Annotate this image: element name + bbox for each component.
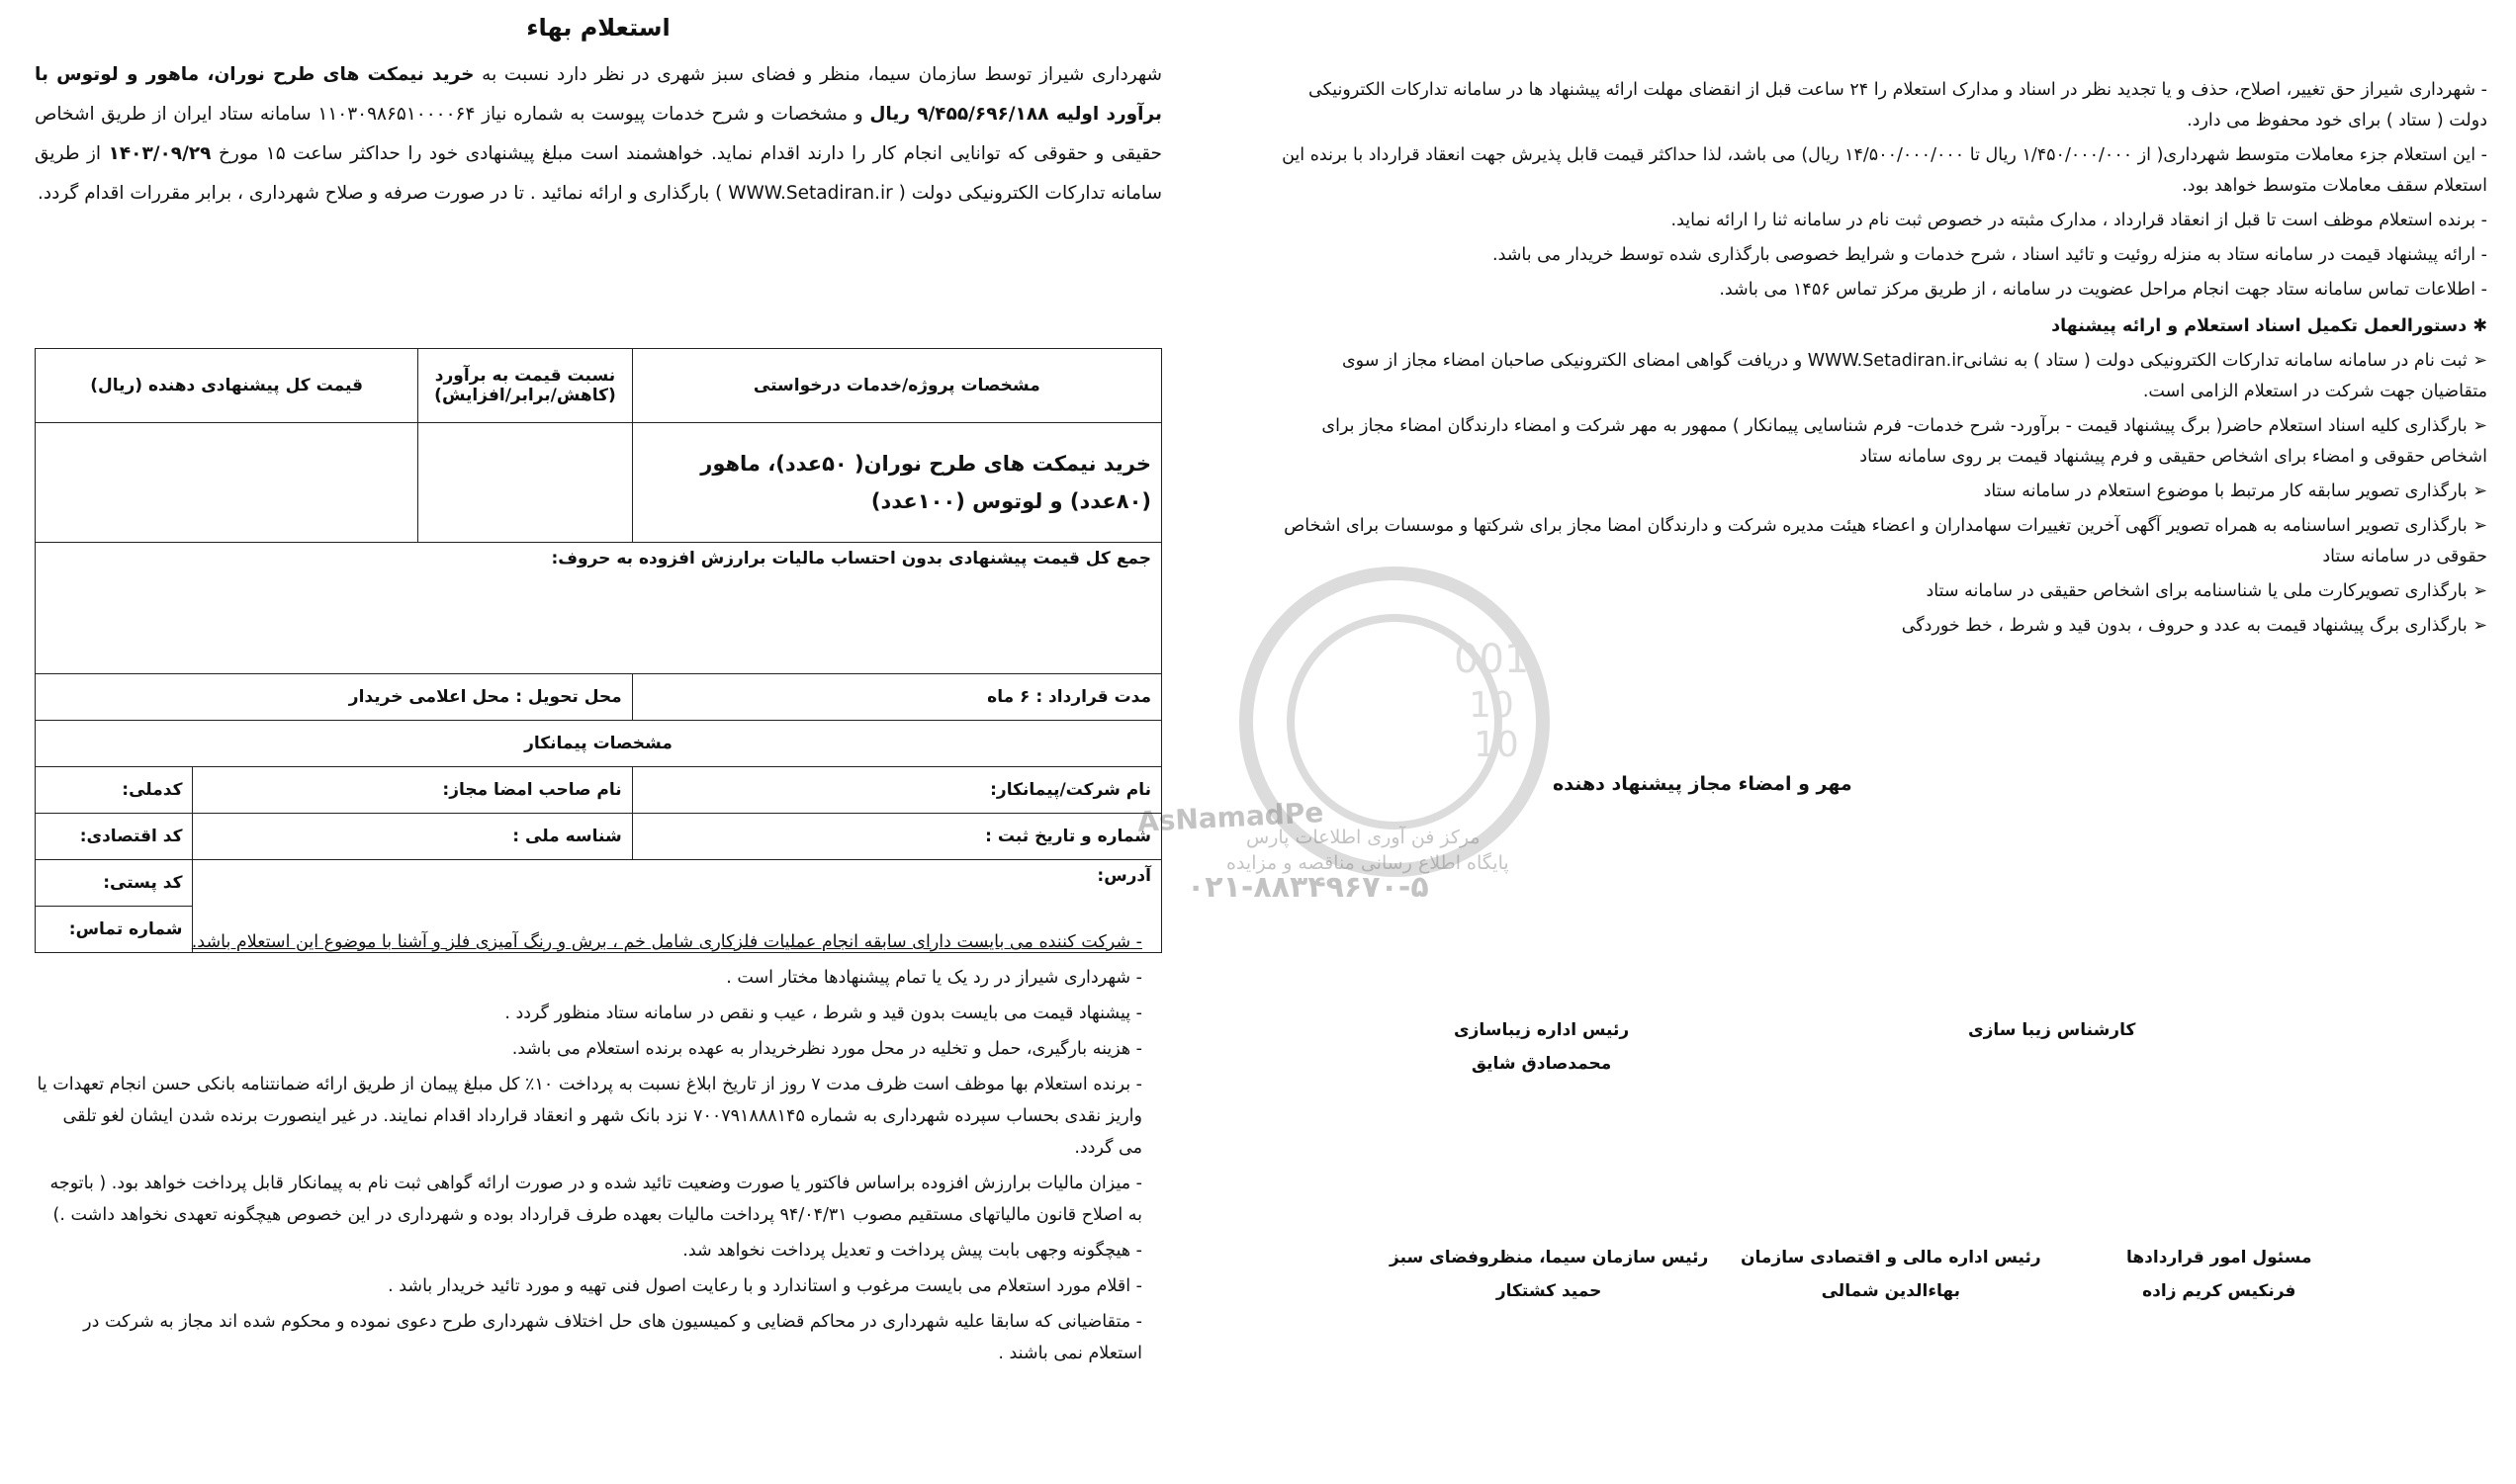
contractor-section-title: مشخصات پیمانکار (36, 721, 1162, 767)
list-item: - شهرداری شیراز حق تغییر، اصلاح، حذف و یا تجدید نظر در اسناد و مدارک استعلام را ۲۴ ساعت قبل از انقضای مهلت ارائه پیشنهاد ها در سامانه تدارکات الکترونیکی دولت ( ستاد ) برای خود محفوظ می دارد. (1271, 75, 2487, 136)
seal-signature-title: مهر و امضاء مجاز پیشنهاد دهنده (1553, 773, 1852, 795)
signature-role: کارشناس زیبا سازی (1968, 1020, 2136, 1040)
list-item: - اقلام مورد استعلام می بایست مرغوب و استاندارد و با رعایت اصول فنی تهیه و مورد تائید خریدار باشد . (35, 1270, 1142, 1302)
intro-paragraph (35, 55, 1162, 214)
table-row (36, 721, 1162, 767)
instructions-title-text: دستورالعمل تکمیل اسناد استعلام و ارائه پیشنهاد (2051, 316, 2468, 336)
signature-name: حمید کشتکار (1495, 1281, 1602, 1301)
rules-column (1271, 71, 2487, 646)
table-row (36, 767, 1162, 814)
economic-code-field[interactable]: کد اقتصادی: (36, 814, 193, 860)
announcement-main (35, 8, 1162, 214)
ratio-input-cell[interactable] (418, 423, 632, 543)
list-item: ➢ بارگذاری برگ پیشنهاد قیمت به عدد و حروف ، بدون قید و شرط ، خط خوردگی (1271, 611, 2487, 642)
signature-role: رئیس سازمان سیما، منظروفضای سبز (1390, 1248, 1709, 1267)
list-item: - هیچگونه وجهی بابت پیش پرداخت و تعدیل پرداخت نخواهد شد. (35, 1235, 1142, 1266)
list-item: - برنده استعلام موظف است تا قبل از انعقاد قرارداد ، مدارک مثبته در خصوص ثبت نام در سامانه ثنا را ارائه نماید. (1271, 206, 2487, 236)
registration-field[interactable]: شماره و تاریخ ثبت : (632, 814, 1161, 860)
contract-duration: مدت قرارداد : ۶ ماه (632, 674, 1161, 721)
price-offer-table (35, 348, 1162, 953)
list-item: ➢ بارگذاری تصویرکارت ملی یا شناسنامه برای اشخاص حقیقی در سامانه ستاد (1271, 576, 2487, 607)
watermark-phone: ۰۲۱-۸۸۳۴۹۶۷۰-۵ (1187, 870, 1429, 905)
list-item: - ارائه پیشنهاد قیمت در سامانه ستاد به منزله روئیت و تائید اسناد ، شرح خدمات و شرایط خصوصی بارگذاری شده توسط خریدار می باشد. (1271, 240, 2487, 271)
signature-role: مسئول امور قراردادها (2126, 1248, 2312, 1267)
instructions-title: ✱ دستورالعمل تکمیل اسناد استعلام و ارائه پیشنهاد (2051, 316, 2487, 336)
table-row (36, 543, 1162, 674)
svg-text:10: 10 (1469, 685, 1514, 726)
list-item: - برنده استعلام بها موظف است ظرف مدت ۷ روز از تاریخ ابلاغ نسبت به پرداخت ۱۰٪ کل مبلغ پیمان از طریق ارائه ضمانتنامه بانکی حسن انجام تعهدات یا واریز نقدی بحساب سپرده شهرداری به شماره ۷۰۰۷۹۱۸۸۸۱۴۵ نزد بانک شهر و انعقاد قرارداد اقدام نمایند. در غیر اینصورت برنده شدن ایشان لغو تلقی می گردد. (35, 1069, 1142, 1164)
table-row (36, 814, 1162, 860)
table-header-row (36, 349, 1162, 423)
list-item: ➢ بارگذاری کلیه اسناد استعلام حاضر( برگ پیشنهاد قیمت - برآورد- شرح خدمات- فرم شناسایی پیمانکار ) ممهور به مهر شرکت و امضاء دارندگان امضاء مجاز برای اشخاص حقوقی و امضاء برای اشخاص حقیقی و فرم پیشنهاد قیمت بر روی سامانه ستاد (1271, 411, 2487, 473)
list-item: - شهرداری شیراز در رد یک یا تمام پیشنهادها مختار است . (35, 962, 1142, 994)
list-item: - هزینه بارگیری، حمل و تخلیه در محل مورد نظرخریدار به عهده برنده استعلام می باشد. (35, 1033, 1142, 1065)
address-field[interactable]: آدرس: (193, 860, 1162, 953)
signature-name: فرنکیس کریم زاده (2142, 1281, 2296, 1301)
price-input-cell[interactable] (36, 423, 418, 543)
setadiran-link[interactable]: WWW.Setadiran.ir (728, 183, 893, 204)
signature-org-head (1390, 1241, 1708, 1308)
list-item: - شرکت کننده می بایست دارای سابقه انجام عملیات فلزکاری شامل خم ، برش و رنگ آمیزی فلز و آشنا با موضوع این استعلام باشد. (35, 926, 1142, 958)
national-id-field[interactable]: شناسه ملی : (193, 814, 632, 860)
list-item: ➢ بارگذاری تصویر سابقه کار مرتبط با موضوع استعلام در سامانه ستاد (1271, 477, 2487, 507)
phone-field[interactable]: شماره تماس: (36, 907, 193, 953)
list-item: - این استعلام جزء معاملات متوسط شهرداری( از ۱/۴۵۰/۰۰۰/۰۰۰ ریال تا ۱۴/۵۰۰/۰۰۰/۰۰۰ ریال) می باشد، لذا حداکثر قیمت قابل پذیرش جهت انعقاد قرارداد با برنده این استعلام سقف معاملات متوسط خواهد بود. (1271, 140, 2487, 202)
svg-text:10: 10 (1474, 725, 1519, 765)
conditions-list (35, 922, 1142, 1373)
national-code-field[interactable]: کدملی: (36, 767, 193, 814)
list-item: - پیشنهاد قیمت می بایست بدون قید و شرط ، عیب و نقص در سامانه ستاد منظور گردد . (35, 998, 1142, 1029)
deadline-date: ۱۴۰۳/۰۹/۲۹ (108, 143, 212, 164)
col-price-header: قیمت کل پیشنهادی دهنده (ریال) (36, 349, 418, 423)
list-item: - اطلاعات تماس سامانه ستاد جهت انجام مراحل عضویت در سامانه ، از طریق مرکز تماس ۱۴۵۶ می باشد. (1271, 275, 2487, 306)
postal-code-field[interactable]: کد پستی: (36, 860, 193, 907)
col-spec-header: مشخصات پروژه/خدمات درخواستی (632, 349, 1161, 423)
table-row (36, 674, 1162, 721)
intro-subject: خرید نیمکت های طرح نوران، ماهور و لوتوس با برآورد اولیه ۹/۴۵۵/۶۹۶/۱۸۸ ریال (35, 64, 1162, 125)
intro-part-3: از طریق سامانه تدارکات الکترونیکی دولت ( (35, 143, 1162, 204)
svg-text:001: 001 (1454, 637, 1530, 682)
intro-part-2: و مشخصات و شرح خدمات پیوست به شماره نیاز ۱۱۰۳۰۹۸۶۵۱۰۰۰۰۶۴ سامانه ستاد ایران از طریق اشخاص حقیقی و حقوقی که توانایی انجام کار را دارند اقدام نماید. خواهشمند است مبلغ پیشنهادی خود را حداکثر ساعت ۱۵ مورخ (35, 104, 1162, 164)
watermark-line-2: پایگاه اطلاع رسانی مناقصه و مزایده (1226, 852, 1509, 874)
signature-name: بهاءالدین شمالی (1821, 1281, 1961, 1301)
list-item: ➢ ثبت نام در سامانه سامانه تدارکات الکترونیکی دولت ( ستاد ) به نشانیWWW.Setadiran.ir و دریافت گواهی امضای الکترونیکی صاحبان امضاء مجاز از سوی متقاضیان جهت شرکت در استعلام الزامی است. (1271, 346, 2487, 407)
table-row (36, 423, 1162, 543)
sum-in-words-field[interactable]: جمع کل قیمت پیشنهادی بدون احتساب مالیات برارزش افزوده به حروف: (36, 543, 1162, 674)
signer-name-field[interactable]: نام صاحب امضا مجاز: (193, 767, 632, 814)
list-item: - میزان مالیات برارزش افزوده براساس فاکتور یا صورت وضعیت تائید شده و در صورت ارائه گواهی ثبت نام به پیمانکار قابل پرداخت خواهد بود. ( باتوجه به اصلاح قانون مالیاتهای مستقیم مصوب ۹۴/۰۴/۳۱ پرداخت مالیات بعهده طرف قرارداد بوده و شهرداری در این خصوص هیچگونه تعهدی نخواهد داشت .) (35, 1168, 1142, 1231)
intro-part-4: ) بارگذاری و ارائه نمائید . تا در صورت صرفه و صلاح شهرداری ، برابر مقررات اقدام گردد. (37, 183, 723, 204)
page-title: استعلام بهاء (526, 14, 671, 42)
table-row (36, 860, 1162, 907)
list-item: - متقاضیانی که سابقا علیه شهرداری در محاکم قضایی و کمیسیون های حل اختلاف شهرداری طرح دعوی نموده و محکوم شده اند مجاز به شرکت در استعلام نمی باشند . (35, 1306, 1142, 1369)
company-name-field[interactable]: نام شرکت/پیمانکار: (632, 767, 1161, 814)
signature-name: محمدصادق شایق (1471, 1054, 1612, 1074)
signature-beauty-head (1454, 1013, 1629, 1081)
watermark-line-1: مرکز فن آوری اطلاعات پارس (1246, 827, 1481, 848)
signature-contracts (2126, 1241, 2312, 1308)
item-description: خرید نیمکت های طرح نوران( ۵۰عدد)، ماهور (۸۰عدد) و لوتوس (۱۰۰عدد) (632, 423, 1161, 543)
signature-role: رئیس اداره مالی و اقتصادی سازمان (1741, 1248, 2041, 1267)
delivery-place: محل تحویل : محل اعلامی خریدار (36, 674, 633, 721)
col-ratio-header: نسبت قیمت به برآورد (کاهش/برابر/افزایش) (418, 349, 632, 423)
intro-part-1: شهرداری شیراز توسط سازمان سیما، منظر و فضای سبز شهری در نظر دارد نسبت به (482, 64, 1162, 85)
list-item: ➢ بارگذاری تصویر اساسنامه به همراه تصویر آگهی آخرین تغییرات سهامداران و اعضاء هیئت مدیره شرکت و دارندگان امضا مجاز برای شرکتها و موسسات برای اشخاص حقوقی در سامانه ستاد (1271, 511, 2487, 572)
watermark-brand: AsNamadPe (1136, 796, 1325, 838)
signature-role: رئیس اداره زیباسازی (1454, 1020, 1630, 1040)
signature-expert (1968, 1013, 2135, 1047)
signature-finance (1741, 1241, 2041, 1308)
